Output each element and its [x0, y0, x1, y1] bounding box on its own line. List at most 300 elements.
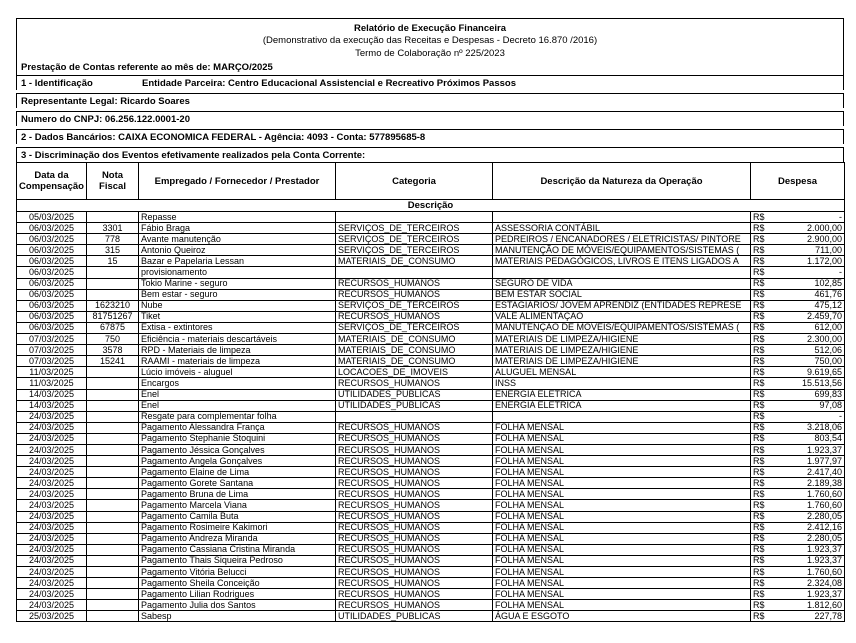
table-row [17, 378, 845, 389]
cell-nota [87, 533, 139, 544]
cell-currency: R$ [751, 478, 773, 489]
cell-empregado: Pagamento Andreza Miranda [139, 533, 336, 544]
cell-currency: R$ [751, 212, 773, 223]
table-row [17, 322, 845, 333]
description-group-header: Descrição [17, 200, 845, 212]
events-title: 3 - Discriminação dos Eventos efetivamente realizados pela Conta Corrente: [16, 147, 844, 162]
cell-date: 24/03/2025 [17, 500, 87, 511]
cell-despesa: 2.189,38 [773, 478, 845, 489]
cell-despesa: 2.900,00 [773, 234, 845, 245]
table-row [17, 256, 845, 267]
report-title: Relatório de Execução Financeira [353, 23, 507, 34]
cell-despesa: 15.513,56 [773, 378, 845, 389]
cell-categoria: UTILIDADES_PUBLICAS [336, 389, 493, 400]
cell-date: 24/03/2025 [17, 533, 87, 544]
table-header-row [17, 163, 845, 200]
cell-descricao: FOLHA MENSAL [493, 422, 751, 433]
col-header-descricao: Descrição da Natureza da Operação [493, 163, 751, 200]
cell-nota [87, 278, 139, 289]
cell-empregado: Repasse [139, 212, 336, 223]
cell-categoria: RECURSOS_HUMANOS [336, 500, 493, 511]
cell-descricao: MATERIAIS DE LIMPEZA/HIGIENE [493, 356, 751, 367]
cell-currency: R$ [751, 356, 773, 367]
table-row [17, 444, 845, 455]
cell-descricao: FOLHA MENSAL [493, 522, 751, 533]
table-row [17, 611, 845, 622]
cell-descricao: FOLHA MENSAL [493, 567, 751, 578]
cell-currency: R$ [751, 433, 773, 444]
table-body [17, 212, 845, 622]
cell-empregado: Nube [139, 300, 336, 311]
cell-despesa: 2.280,05 [773, 511, 845, 522]
cell-nota [87, 611, 139, 622]
cell-descricao: FOLHA MENSAL [493, 511, 751, 522]
cell-nota: 67875 [87, 322, 139, 333]
table-row [17, 334, 845, 345]
cell-despesa: 1.923,37 [773, 544, 845, 555]
cell-date: 06/03/2025 [17, 267, 87, 278]
cell-date: 14/03/2025 [17, 389, 87, 400]
table-row [17, 212, 845, 223]
cell-descricao: PEDREIROS / ENCANADORES / ELETRICISTAS/ PINTORE [493, 234, 751, 245]
identification-label: 1 - Identificação [21, 77, 93, 89]
cell-categoria: UTILIDADES_PUBLICAS [336, 400, 493, 411]
table-row [17, 411, 845, 422]
cell-categoria: RECURSOS_HUMANOS [336, 444, 493, 455]
cell-currency: R$ [751, 367, 773, 378]
cell-descricao: BEM ESTAR SOCIAL [493, 289, 751, 300]
cell-categoria: RECURSOS_HUMANOS [336, 578, 493, 589]
cell-currency: R$ [751, 456, 773, 467]
cell-categoria: SERVIÇOS_DE_TERCEIROS [336, 234, 493, 245]
cell-nota: 15 [87, 256, 139, 267]
cell-empregado: Extisa - extintores [139, 322, 336, 333]
cell-currency: R$ [751, 400, 773, 411]
cell-descricao: FOLHA MENSAL [493, 456, 751, 467]
cell-empregado: Pagamento Vitória Belucci [139, 567, 336, 578]
cell-currency: R$ [751, 267, 773, 278]
cell-descricao: MATERIAIS DE LIMPEZA/HIGIENE [493, 345, 751, 356]
table-row [17, 311, 845, 322]
cell-despesa: 1.172,00 [773, 256, 845, 267]
cell-date: 06/03/2025 [17, 256, 87, 267]
cell-descricao [493, 267, 751, 278]
cell-date: 24/03/2025 [17, 544, 87, 555]
cell-despesa: 1.760,60 [773, 500, 845, 511]
cell-date: 24/03/2025 [17, 522, 87, 533]
cell-nota: 778 [87, 234, 139, 245]
cell-date: 24/03/2025 [17, 478, 87, 489]
table-row [17, 522, 845, 533]
cell-categoria [336, 267, 493, 278]
cell-date: 07/03/2025 [17, 334, 87, 345]
cell-date: 24/03/2025 [17, 578, 87, 589]
cell-empregado: Enel [139, 400, 336, 411]
cell-nota [87, 212, 139, 223]
cell-empregado: Bazar e Papelaria Lessan [139, 256, 336, 267]
cell-currency: R$ [751, 345, 773, 356]
cell-categoria: RECURSOS_HUMANOS [336, 456, 493, 467]
table-row [17, 234, 845, 245]
cell-nota [87, 555, 139, 566]
cell-descricao: FOLHA MENSAL [493, 444, 751, 455]
cell-currency: R$ [751, 289, 773, 300]
cell-empregado: Pagamento Thais Siqueira Pedroso [139, 555, 336, 566]
table-row [17, 356, 845, 367]
cell-empregado: Tiket [139, 311, 336, 322]
cell-empregado: Pagamento Jéssica Gonçalves [139, 444, 336, 455]
cell-empregado: provisionamento [139, 267, 336, 278]
cell-despesa: 2.324,08 [773, 578, 845, 589]
cell-categoria: RECURSOS_HUMANOS [336, 522, 493, 533]
cell-despesa: 475,12 [773, 300, 845, 311]
cell-date: 24/03/2025 [17, 555, 87, 566]
cell-empregado: Sabesp [139, 611, 336, 622]
cell-descricao: ASSESSORIA CONTÁBIL [493, 223, 751, 234]
cell-empregado: Pagamento Julia dos Santos [139, 600, 336, 611]
cell-currency: R$ [751, 578, 773, 589]
cell-date: 14/03/2025 [17, 400, 87, 411]
cell-despesa: 1.977,97 [773, 456, 845, 467]
cell-categoria: LOCACOES_DE_IMOVEIS [336, 367, 493, 378]
cell-categoria [336, 411, 493, 422]
cell-despesa: 711,00 [773, 245, 845, 256]
cell-currency: R$ [751, 533, 773, 544]
cell-currency: R$ [751, 600, 773, 611]
cell-currency: R$ [751, 611, 773, 622]
cell-descricao: FOLHA MENSAL [493, 589, 751, 600]
cell-nota [87, 400, 139, 411]
cell-nota: 3301 [87, 223, 139, 234]
cell-empregado: Pagamento Angela Gonçalves [139, 456, 336, 467]
cell-categoria: SERVIÇOS_DE_TERCEIROS [336, 223, 493, 234]
cell-descricao: FOLHA MENSAL [493, 489, 751, 500]
cell-descricao: ENERGIA ELÉTRICA [493, 400, 751, 411]
col-header-nota: Nota Fiscal [87, 163, 139, 200]
cell-nota [87, 478, 139, 489]
cell-date: 11/03/2025 [17, 378, 87, 389]
expense-table [16, 162, 845, 622]
cell-despesa: 2.412,16 [773, 522, 845, 533]
cell-empregado: Pagamento Alessandra França [139, 422, 336, 433]
cell-descricao: FOLHA MENSAL [493, 600, 751, 611]
cell-empregado: Lúcio imóveis - aluguel [139, 367, 336, 378]
cell-descricao: MATERIAIS DE LIMPEZA/HIGIENE [493, 334, 751, 345]
cell-despesa: - [773, 212, 845, 223]
cell-date: 24/03/2025 [17, 456, 87, 467]
cell-empregado: Pagamento Sheila Conceição [139, 578, 336, 589]
cell-despesa: 1.923,37 [773, 589, 845, 600]
cell-currency: R$ [751, 245, 773, 256]
cell-despesa: 2.000,00 [773, 223, 845, 234]
cell-currency: R$ [751, 378, 773, 389]
cell-nota [87, 444, 139, 455]
cell-descricao [493, 212, 751, 223]
table-row [17, 467, 845, 478]
cell-nota [87, 467, 139, 478]
cell-categoria: MATERIAIS_DE_CONSUMO [336, 256, 493, 267]
table-row [17, 489, 845, 500]
bank-details: 2 - Dados Bancários: CAIXA ECONOMICA FEDERAL - Agência: 4093 - Conta: 577895685-8 [16, 129, 844, 144]
table-row [17, 511, 845, 522]
table-row [17, 289, 845, 300]
cell-descricao: MANUTENÇÃO DE MÓVEIS/EQUIPAMENTOS/SISTEMAS ( [493, 322, 751, 333]
cell-descricao: ENERGIA ELÉTRICA [493, 389, 751, 400]
cell-empregado: Bem estar - seguro [139, 289, 336, 300]
cell-categoria: RECURSOS_HUMANOS [336, 478, 493, 489]
cell-empregado: Pagamento Gorete Santana [139, 478, 336, 489]
cell-empregado: Pagamento Marcela Viana [139, 500, 336, 511]
cell-empregado: RAAMI - materiais de limpeza [139, 356, 336, 367]
table-row [17, 389, 845, 400]
cell-nota [87, 600, 139, 611]
cell-nota [87, 544, 139, 555]
cell-despesa: 512,06 [773, 345, 845, 356]
cell-date: 07/03/2025 [17, 345, 87, 356]
cell-categoria: SERVIÇOS_DE_TERCEIROS [336, 300, 493, 311]
table-row [17, 367, 845, 378]
cell-currency: R$ [751, 511, 773, 522]
cell-currency: R$ [751, 500, 773, 511]
cell-despesa: 1.923,37 [773, 444, 845, 455]
identification-row [16, 75, 844, 90]
cell-date: 06/03/2025 [17, 278, 87, 289]
cell-nota: 1623210 [87, 300, 139, 311]
cell-currency: R$ [751, 300, 773, 311]
report-subtitle: (Demonstrativo da execução das Receitas e Despesas - Decreto 16.870 /2016) [262, 35, 598, 46]
cell-categoria: RECURSOS_HUMANOS [336, 489, 493, 500]
cell-empregado: Antonio Queiroz [139, 245, 336, 256]
cell-nota [87, 267, 139, 278]
cell-descricao: ALUGUEL MENSAL [493, 367, 751, 378]
cell-despesa: - [773, 267, 845, 278]
cell-categoria: MATERIAIS_DE_CONSUMO [336, 334, 493, 345]
table-row [17, 300, 845, 311]
cell-nota [87, 411, 139, 422]
cell-despesa: 1.923,37 [773, 555, 845, 566]
cell-date: 24/03/2025 [17, 411, 87, 422]
cell-empregado: Enel [139, 389, 336, 400]
cell-descricao: MATERIAIS PEDAGÓGICOS, LIVROS E ITENS LIGADOS A [493, 256, 751, 267]
table-row [17, 345, 845, 356]
cell-currency: R$ [751, 411, 773, 422]
cell-nota: 750 [87, 334, 139, 345]
cell-categoria: RECURSOS_HUMANOS [336, 567, 493, 578]
cell-categoria: RECURSOS_HUMANOS [336, 467, 493, 478]
cell-categoria: RECURSOS_HUMANOS [336, 544, 493, 555]
cell-nota: 315 [87, 245, 139, 256]
cell-date: 24/03/2025 [17, 600, 87, 611]
cell-despesa: 97,08 [773, 400, 845, 411]
cell-descricao: ÁGUA E ESGOTO [493, 611, 751, 622]
cell-despesa: 699,83 [773, 389, 845, 400]
cell-currency: R$ [751, 555, 773, 566]
cell-date: 06/03/2025 [17, 311, 87, 322]
cell-currency: R$ [751, 544, 773, 555]
report-header [16, 18, 844, 75]
cell-currency: R$ [751, 489, 773, 500]
cell-categoria: MATERIAIS_DE_CONSUMO [336, 345, 493, 356]
cell-empregado: Tokio Marine - seguro [139, 278, 336, 289]
cell-categoria: RECURSOS_HUMANOS [336, 589, 493, 600]
cell-nota: 15241 [87, 356, 139, 367]
cell-despesa: 1.760,60 [773, 567, 845, 578]
cell-date: 24/03/2025 [17, 489, 87, 500]
cell-currency: R$ [751, 256, 773, 267]
cell-date: 06/03/2025 [17, 234, 87, 245]
cell-despesa: 2.459,70 [773, 311, 845, 322]
cell-empregado: Pagamento Camila Buta [139, 511, 336, 522]
cell-nota [87, 489, 139, 500]
cell-descricao: MANUTENÇÃO DE MÓVEIS/EQUIPAMENTOS/SISTEMAS ( [493, 245, 751, 256]
cell-date: 11/03/2025 [17, 367, 87, 378]
cnpj-number: Numero do CNPJ: 06.256.122.0001-20 [16, 111, 844, 126]
cell-categoria: RECURSOS_HUMANOS [336, 289, 493, 300]
table-row [17, 567, 845, 578]
cell-empregado: Pagamento Lilian Rodrigues [139, 589, 336, 600]
cell-categoria: RECURSOS_HUMANOS [336, 433, 493, 444]
cell-despesa: 9.619,65 [773, 367, 845, 378]
cell-categoria: SERVIÇOS_DE_TERCEIROS [336, 245, 493, 256]
table-row [17, 533, 845, 544]
table-row [17, 478, 845, 489]
cell-despesa: 803,54 [773, 433, 845, 444]
cell-currency: R$ [751, 223, 773, 234]
entity-name: Entidade Parceira: Centro Educacional Assistencial e Recreativo Próximos Passos [142, 77, 516, 89]
cell-empregado: Eficiência - materiais descartáveis [139, 334, 336, 345]
cell-despesa: 1.760,60 [773, 489, 845, 500]
cell-empregado: Avante manutenção [139, 234, 336, 245]
cell-despesa: 612,00 [773, 322, 845, 333]
cell-descricao: ESTAGIÁRIOS/ JOVEM APRENDIZ (ENTIDADES REPRESE [493, 300, 751, 311]
col-header-despesa: Despesa [751, 163, 845, 200]
cell-date: 24/03/2025 [17, 567, 87, 578]
col-header-date: Data da Compensação [17, 163, 87, 200]
legal-representative: Representante Legal: Ricardo Soares [16, 93, 844, 108]
table-row [17, 544, 845, 555]
cell-nota [87, 567, 139, 578]
cell-empregado: Pagamento Elaine de Lima [139, 467, 336, 478]
reporting-period: Prestação de Contas referente ao mês de: MARÇO/2025 [21, 62, 273, 73]
cell-date: 06/03/2025 [17, 245, 87, 256]
cell-categoria: RECURSOS_HUMANOS [336, 422, 493, 433]
cell-currency: R$ [751, 567, 773, 578]
cell-categoria: RECURSOS_HUMANOS [336, 600, 493, 611]
report-sheet [16, 18, 844, 622]
cell-categoria: MATERIAIS_DE_CONSUMO [336, 356, 493, 367]
col-header-categoria: Categoria [336, 163, 493, 200]
cell-date: 24/03/2025 [17, 422, 87, 433]
cell-nota [87, 289, 139, 300]
cell-descricao: INSS [493, 378, 751, 389]
cell-categoria: RECURSOS_HUMANOS [336, 378, 493, 389]
cell-empregado: Pagamento Stephanie Stoquini [139, 433, 336, 444]
cell-categoria: RECURSOS_HUMANOS [336, 555, 493, 566]
cell-nota [87, 522, 139, 533]
cell-currency: R$ [751, 322, 773, 333]
cell-descricao: FOLHA MENSAL [493, 500, 751, 511]
cell-nota [87, 500, 139, 511]
table-row [17, 223, 845, 234]
cell-nota [87, 367, 139, 378]
cell-categoria: RECURSOS_HUMANOS [336, 511, 493, 522]
cell-empregado: Encargos [139, 378, 336, 389]
table-row [17, 589, 845, 600]
cell-descricao: FOLHA MENSAL [493, 433, 751, 444]
cell-empregado: Pagamento Cassiana Cristina Miranda [139, 544, 336, 555]
table-row [17, 600, 845, 611]
cell-date: 05/03/2025 [17, 212, 87, 223]
cell-descricao: SEGURO DE VIDA [493, 278, 751, 289]
cell-currency: R$ [751, 589, 773, 600]
cell-date: 24/03/2025 [17, 511, 87, 522]
cell-empregado: Fábio Braga [139, 223, 336, 234]
col-header-empregado: Empregado / Fornecedor / Prestador [139, 163, 336, 200]
table-row [17, 245, 845, 256]
table-row [17, 400, 845, 411]
cell-currency: R$ [751, 311, 773, 322]
table-row [17, 456, 845, 467]
table-row [17, 555, 845, 566]
cell-date: 06/03/2025 [17, 322, 87, 333]
cell-descricao: FOLHA MENSAL [493, 555, 751, 566]
cell-empregado: RPD - Materiais de limpeza [139, 345, 336, 356]
cell-descricao [493, 411, 751, 422]
cell-despesa: 1.812,60 [773, 600, 845, 611]
table-row [17, 267, 845, 278]
cell-nota [87, 589, 139, 600]
cell-despesa: 750,00 [773, 356, 845, 367]
cell-categoria: RECURSOS_HUMANOS [336, 533, 493, 544]
cell-categoria: SERVIÇOS_DE_TERCEIROS [336, 322, 493, 333]
cell-empregado: Pagamento Rosimeire Kakimori [139, 522, 336, 533]
cell-categoria [336, 212, 493, 223]
cell-categoria: RECURSOS_HUMANOS [336, 278, 493, 289]
cell-categoria: UTILIDADES_PUBLICAS [336, 611, 493, 622]
cell-currency: R$ [751, 278, 773, 289]
cell-despesa: 2.417,40 [773, 467, 845, 478]
cell-despesa: 461,76 [773, 289, 845, 300]
cell-currency: R$ [751, 334, 773, 345]
cell-despesa: 2.300,00 [773, 334, 845, 345]
table-row [17, 422, 845, 433]
cell-descricao: FOLHA MENSAL [493, 533, 751, 544]
cell-descricao: FOLHA MENSAL [493, 578, 751, 589]
cell-date: 25/03/2025 [17, 611, 87, 622]
cell-nota: 81751267 [87, 311, 139, 322]
cell-empregado: Pagamento Bruna de Lima [139, 489, 336, 500]
cell-descricao: FOLHA MENSAL [493, 478, 751, 489]
cell-nota [87, 578, 139, 589]
cell-date: 24/03/2025 [17, 444, 87, 455]
cell-despesa: 227,78 [773, 611, 845, 622]
cell-descricao: FOLHA MENSAL [493, 467, 751, 478]
cell-currency: R$ [751, 522, 773, 533]
cell-nota [87, 378, 139, 389]
cell-despesa: - [773, 411, 845, 422]
table-row [17, 500, 845, 511]
table-row [17, 278, 845, 289]
cell-currency: R$ [751, 234, 773, 245]
cell-date: 24/03/2025 [17, 433, 87, 444]
cell-date: 06/03/2025 [17, 223, 87, 234]
cell-categoria: RECURSOS_HUMANOS [336, 311, 493, 322]
cell-despesa: 2.280,05 [773, 533, 845, 544]
cell-nota [87, 456, 139, 467]
cell-nota: 3578 [87, 345, 139, 356]
cell-despesa: 3.218,06 [773, 422, 845, 433]
cell-descricao: VALE ALIMENTAÇÃO [493, 311, 751, 322]
